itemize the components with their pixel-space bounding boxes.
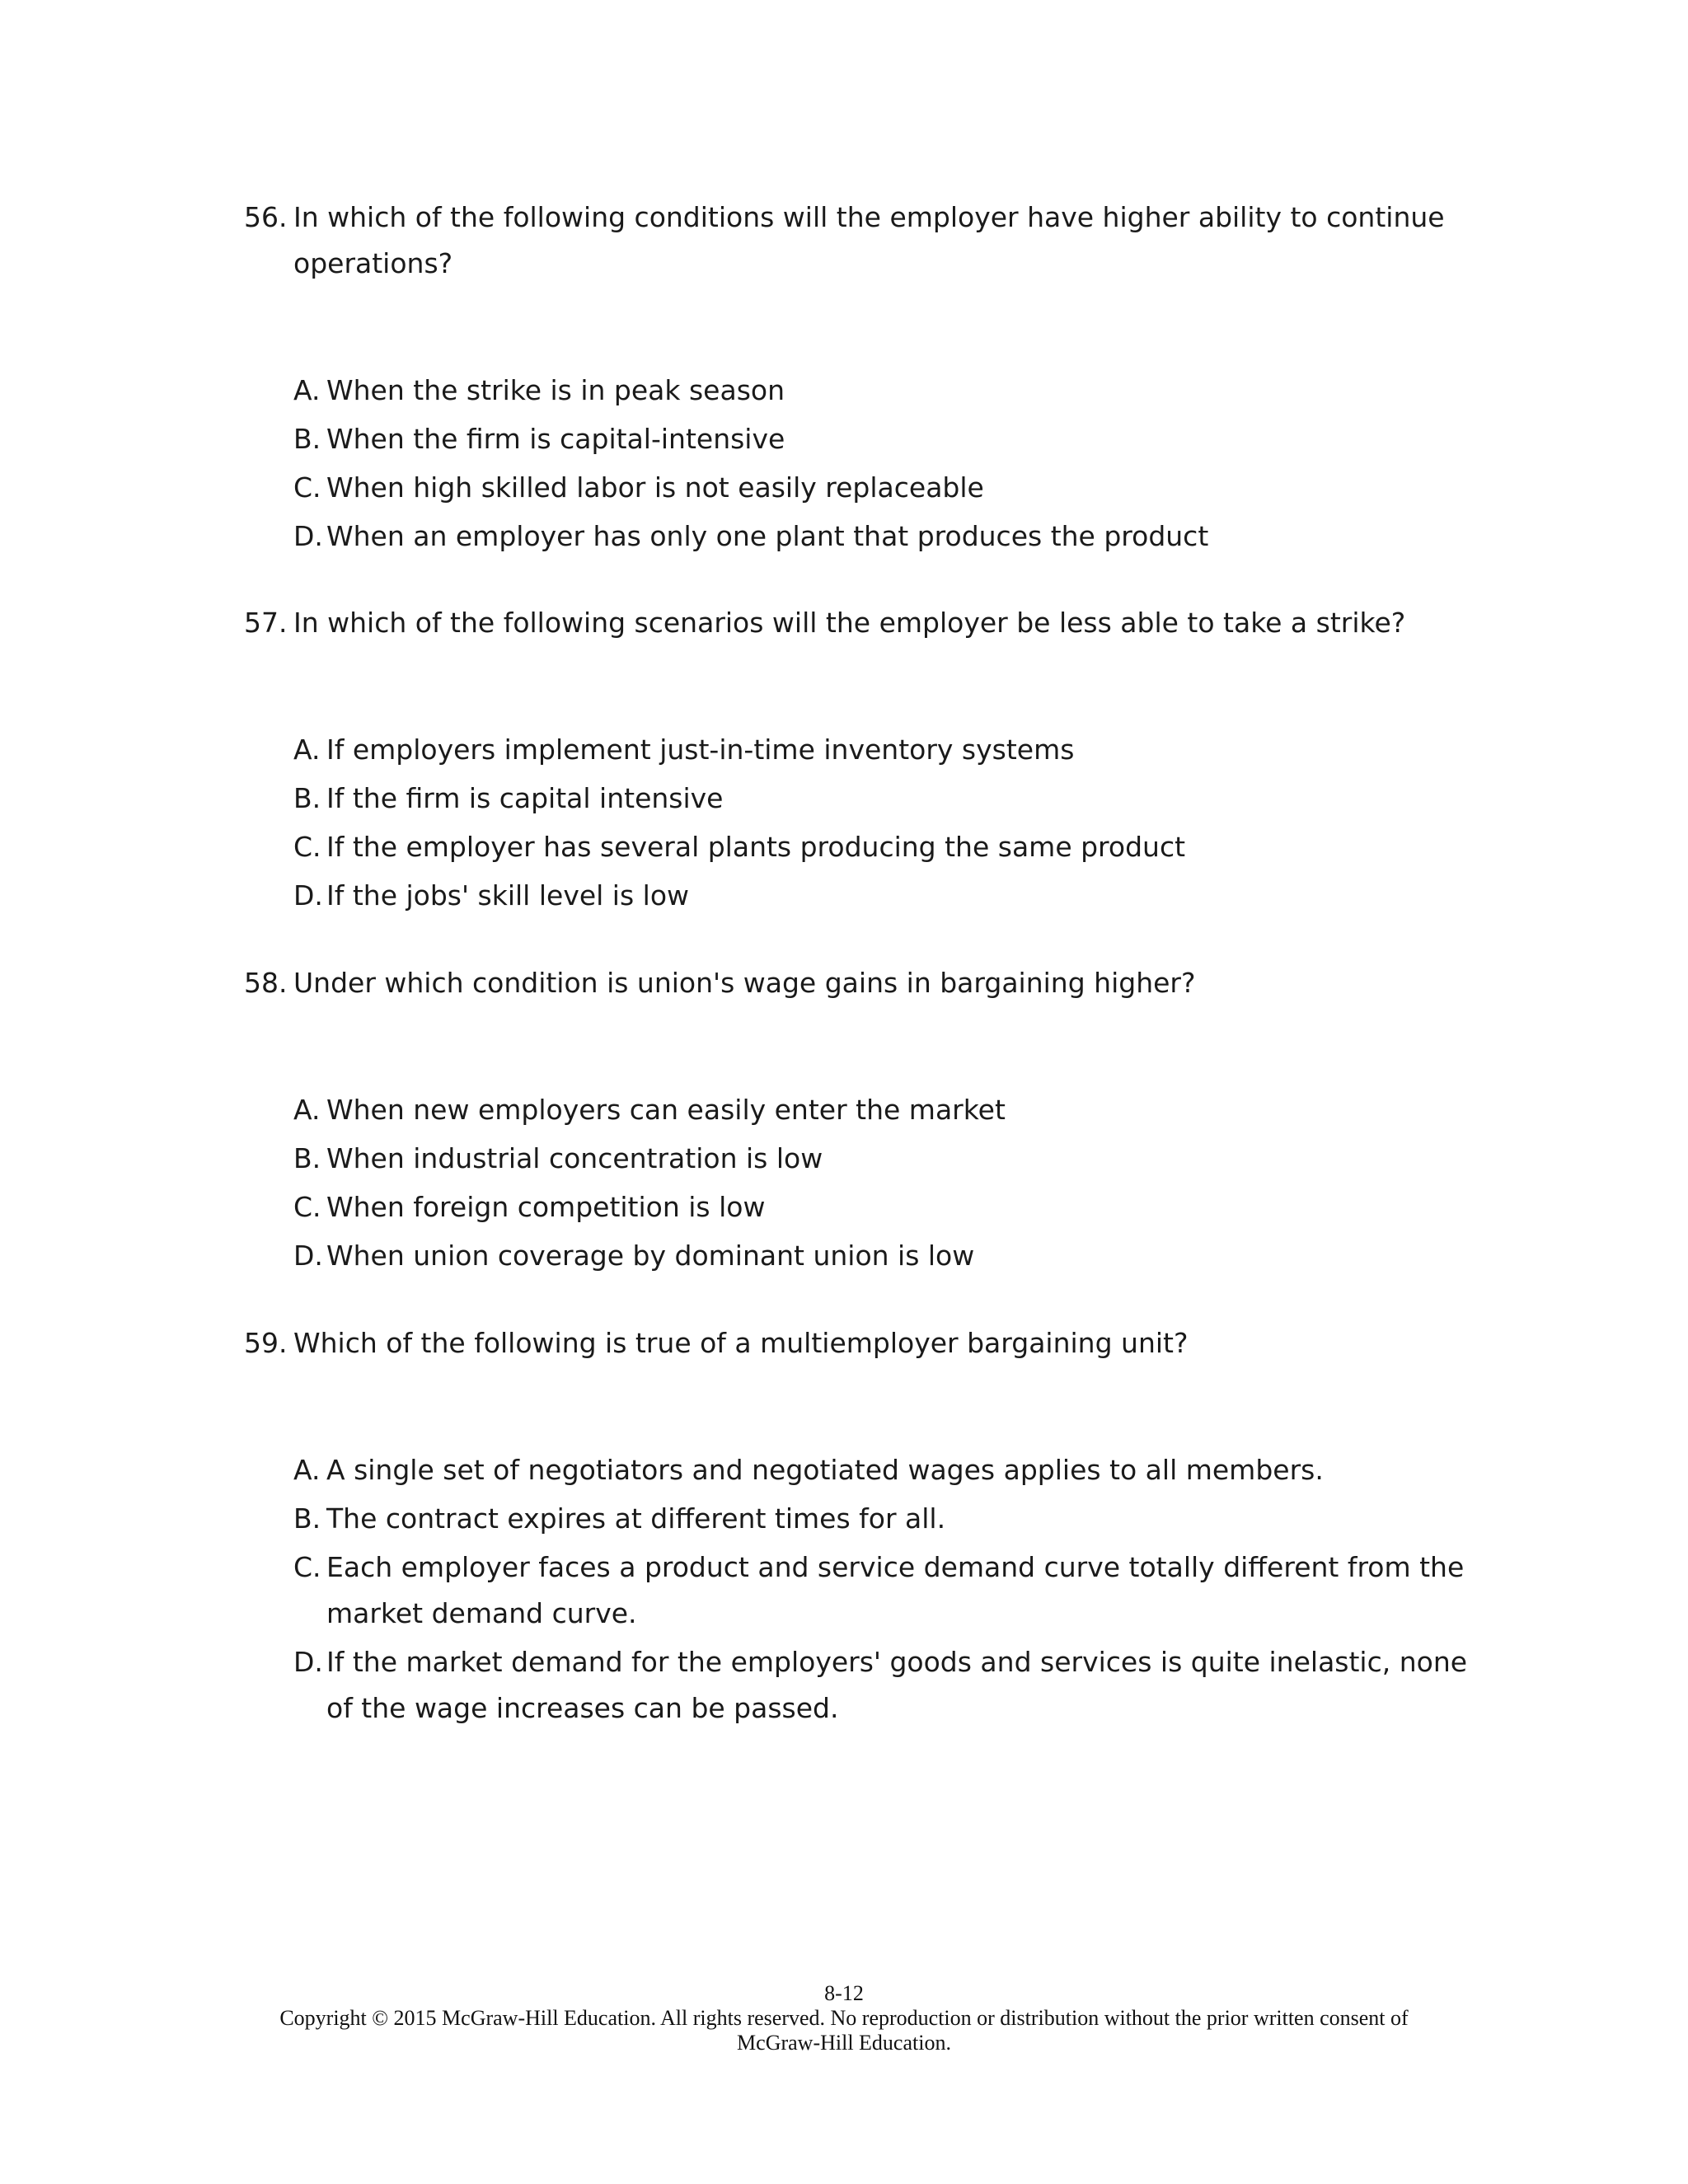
question-number: 57. [244, 607, 288, 639]
option-letter: D. [293, 1240, 323, 1272]
option-text: If the jobs' skill level is low [326, 879, 690, 912]
question-text: Under which condition is union's wage gains in bargaining higher? [293, 967, 1196, 999]
question-number: 59. [244, 1327, 288, 1359]
question-number: 58. [244, 967, 288, 999]
answer-options [293, 1087, 1480, 1279]
copyright-line-1: Copyright © 2015 McGraw-Hill Education. All rights reserved. No reproduction or distribution without the prior written consent of [279, 2006, 1409, 2030]
answer-option [293, 1233, 1480, 1279]
question-58 [244, 960, 1480, 1282]
option-text: When industrial concentration is low [326, 1142, 823, 1174]
question-stem [244, 600, 1480, 646]
answer-option [293, 513, 1480, 560]
option-text: If the employer has several plants producing the same product [326, 831, 1186, 863]
option-letter: C. [293, 831, 321, 863]
option-text: When high skilled labor is not easily replaceable [326, 471, 984, 504]
question-text: In which of the following scenarios will the employer be less able to take a strike? [293, 607, 1406, 639]
question-stem [244, 1320, 1480, 1366]
answer-option [293, 1544, 1480, 1637]
question-59 [244, 1320, 1480, 1734]
option-text: If the market demand for the employers' goods and services is quite inelastic, none of the wage increases can be passed. [326, 1646, 1468, 1724]
option-letter: C. [293, 1191, 321, 1223]
option-letter: D. [293, 879, 323, 912]
option-text: When union coverage by dominant union is low [326, 1240, 975, 1272]
answer-option [293, 776, 1480, 822]
answer-option [293, 1184, 1480, 1230]
answer-options [293, 1447, 1480, 1732]
answer-options [293, 368, 1480, 560]
option-letter: B. [293, 782, 321, 814]
option-letter: D. [293, 520, 323, 552]
question-text: In which of the following conditions will the employer have higher ability to continue operations? [293, 201, 1445, 279]
page-number: 8-12 [824, 1981, 864, 2005]
option-letter: C. [293, 471, 321, 504]
answer-option [293, 1639, 1480, 1732]
option-letter: A. [293, 374, 321, 406]
option-text: A single set of negotiators and negotiated wages applies to all members. [326, 1454, 1324, 1486]
answer-option [293, 1496, 1480, 1542]
question-number: 56. [244, 201, 288, 233]
answer-options [293, 727, 1480, 919]
question-56 [244, 194, 1480, 562]
option-text: When an employer has only one plant that produces the product [326, 520, 1209, 552]
option-letter: D. [293, 1646, 323, 1678]
question-stem [244, 960, 1480, 1006]
option-letter: B. [293, 1142, 321, 1174]
option-letter: B. [293, 1502, 321, 1535]
option-text: If employers implement just-in-time inventory systems [326, 733, 1075, 766]
option-text: The contract expires at different times for all. [326, 1502, 946, 1535]
option-letter: B. [293, 423, 321, 455]
question-text: Which of the following is true of a multiemployer bargaining unit? [293, 1327, 1189, 1359]
option-text: When the firm is capital-intensive [326, 423, 785, 455]
answer-option [293, 824, 1480, 870]
page-footer [0, 1981, 1688, 2055]
answer-option [293, 416, 1480, 462]
answer-option [293, 1447, 1480, 1493]
option-letter: C. [293, 1551, 321, 1583]
answer-option [293, 368, 1480, 414]
option-letter: A. [293, 733, 321, 766]
option-text: If the firm is capital intensive [326, 782, 724, 814]
option-text: Each employer faces a product and service demand curve totally different from the market demand curve. [326, 1551, 1465, 1629]
answer-option [293, 465, 1480, 511]
option-text: When the strike is in peak season [326, 374, 785, 406]
question-stem [244, 194, 1480, 287]
answer-option [293, 727, 1480, 773]
option-letter: A. [293, 1454, 321, 1486]
question-57 [244, 600, 1480, 921]
answer-option [293, 1136, 1480, 1182]
option-text: When foreign competition is low [326, 1191, 766, 1223]
option-letter: A. [293, 1094, 321, 1126]
copyright-line-2: McGraw-Hill Education. [737, 2031, 951, 2055]
answer-option [293, 873, 1480, 919]
answer-option [293, 1087, 1480, 1133]
option-text: When new employers can easily enter the market [326, 1094, 1006, 1126]
